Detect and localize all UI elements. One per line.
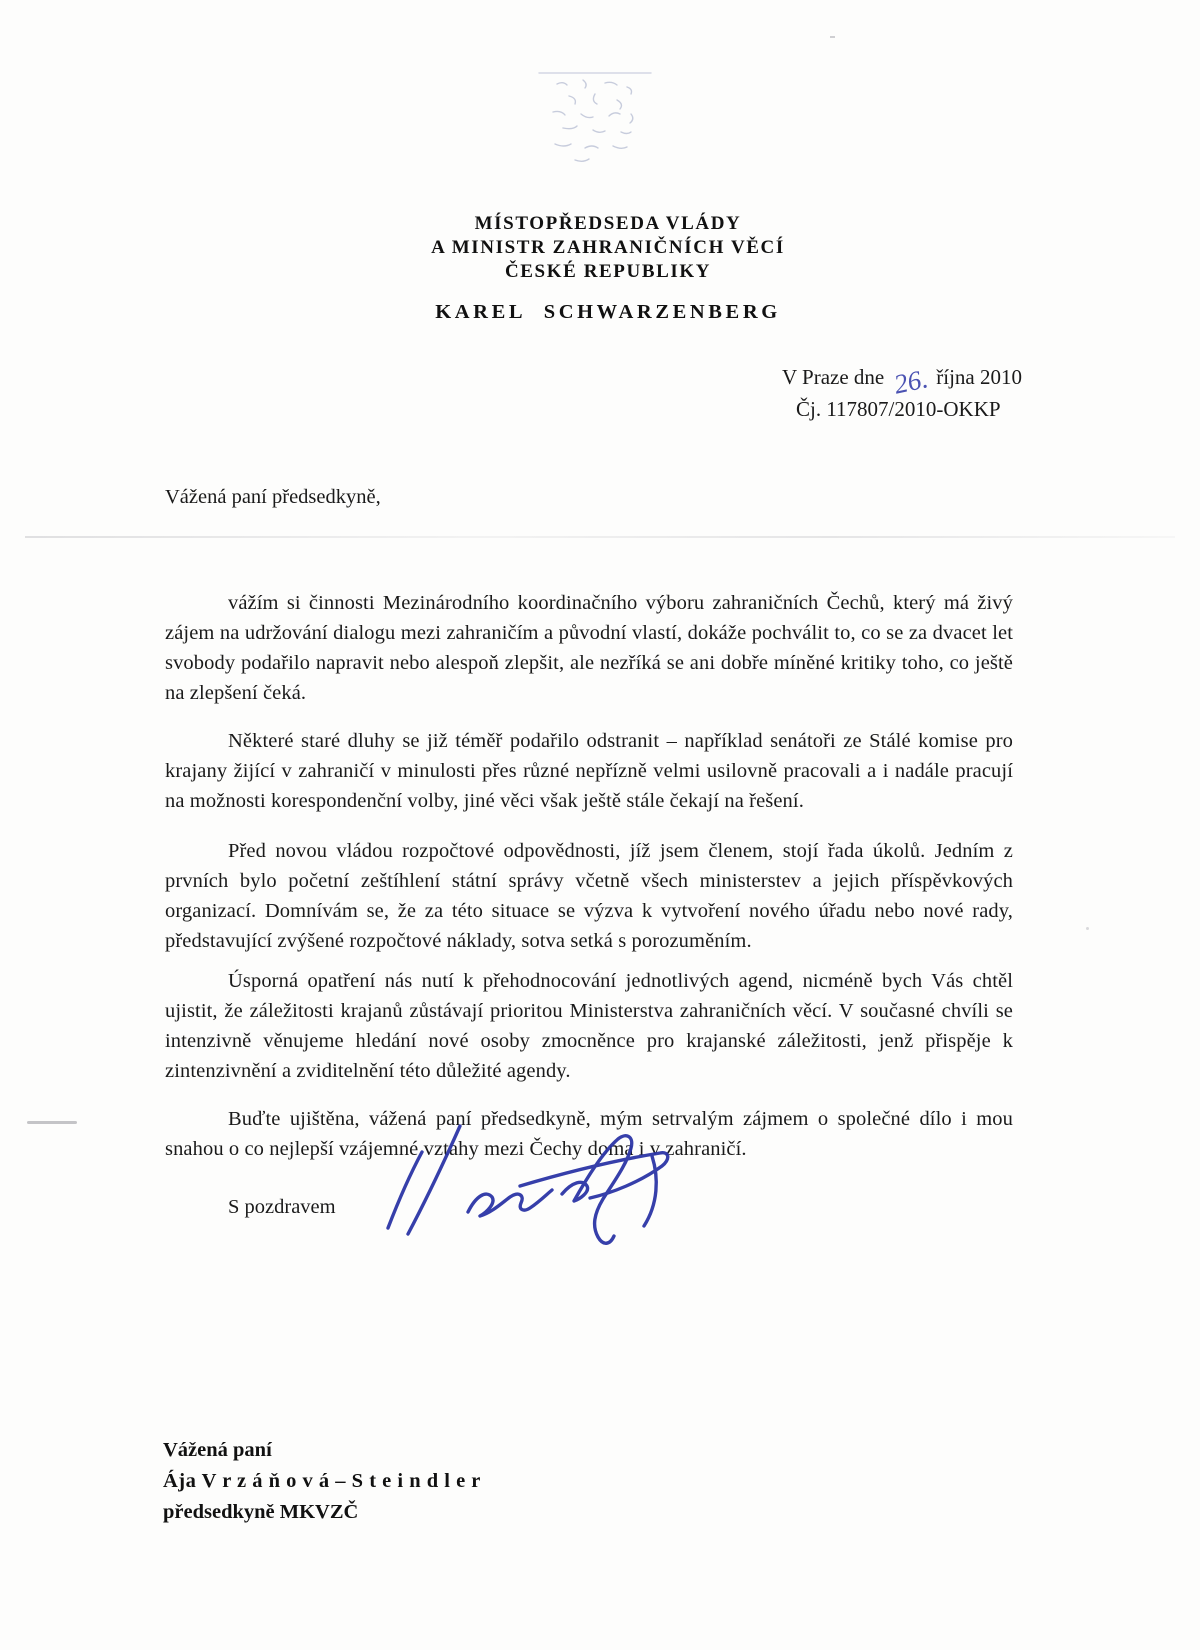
body-paragraph: Buďte ujištěna, vážená paní předsedkyně, mým setrvalým zájmem o společné dílo i mou snahou o co nejlepší vzájemné vztahy mezi Čechy doma i v zahraničí.: [165, 1107, 1013, 1160]
body-paragraph: Před novou vládou rozpočtové odpovědnosti, jíž jsem členem, stojí řada úkolů. Jedním z prvních bylo početní zeštíhlení státní správy včetně všech ministerstev a jejich příspěvkových organizací. Domnívám se, že za této situace se výzva k vytvoření nového úřadu nebo nové rady, představující zvýšené rozpočtové náklady, sotva setká s porozuměním.: [165, 839, 1013, 952]
letterhead: [8, 212, 1200, 284]
month-year: října 2010: [936, 365, 1022, 389]
recipient-name: Ája V r z á ň o v á – S t e i n d l e r: [163, 1470, 481, 1492]
body-paragraph: Úsporná opatření nás nutí k přehodnocování jednotlivých agend, nicméně bych Vás chtěl ujistit, že záležitosti krajanů zůstávají prioritou Ministerstva zahraničních věcí. V současné chvíli se intenzivně věnujeme hledání nové osoby zmocněnce pro krajanské záležitosti, jenž přispěje k zintenzivnění a zviditelnění této důležité agendy.: [165, 969, 1013, 1082]
valediction: S pozdravem: [228, 1196, 336, 1218]
recipient-block: [163, 1435, 481, 1528]
svg-text:26.: 26.: [891, 363, 931, 400]
scan-speck-artifact: [830, 36, 835, 38]
scan-speck-artifact: [1086, 927, 1089, 930]
scan-dash-artifact: [27, 1121, 77, 1124]
czech-lion-emblem-icon: [535, 70, 655, 165]
scan-streak-artifact: [25, 536, 1175, 538]
dateline: [782, 362, 1022, 424]
reference-number: Čj. 117807/2010-OKKP: [796, 397, 1001, 421]
salutation: Vážená paní předsedkyně,: [165, 486, 381, 508]
letterhead-title-line3: ČESKÉ REPUBLIKY: [504, 261, 712, 282]
recipient-honorific: Vážená paní: [163, 1439, 272, 1461]
place-date-prefix: V Praze dne: [782, 365, 885, 389]
recipient-title: předsedkyně MKVZČ: [163, 1501, 359, 1523]
body-paragraph: vážím si činnosti Mezinárodního koordinačního výboru zahraničních Čechů, který má živý zájem na udržování dialogu mezi zahraničím a původní vlastí, dokáže pochválit to, co se za dvacet let svobody podařilo napravit nebo alespoň zlepšit, ale nezříká se ani dobře míněné kritiky toho, co ještě na zlepšení čeká.: [165, 591, 1013, 704]
minister-name: KAREL SCHWARZENBERG: [435, 301, 781, 323]
letterhead-title-line1: MÍSTOPŘEDSEDA VLÁDY: [474, 213, 742, 234]
handwritten-signature-icon: [372, 1100, 682, 1250]
body-paragraph: Některé staré dluhy se již téměř podařilo odstranit – například senátoři ze Stálé komise pro krajany žijící v zahraničí v minulosti přes různé nepřízně velmi usilovně pracovali a i nadále pracují na možnosti korespondenční volby, jiné věci však ještě stále čekají na řešení.: [165, 729, 1013, 812]
letterhead-title-line2: A MINISTR ZAHRANIČNÍCH VĚCÍ: [431, 237, 785, 258]
